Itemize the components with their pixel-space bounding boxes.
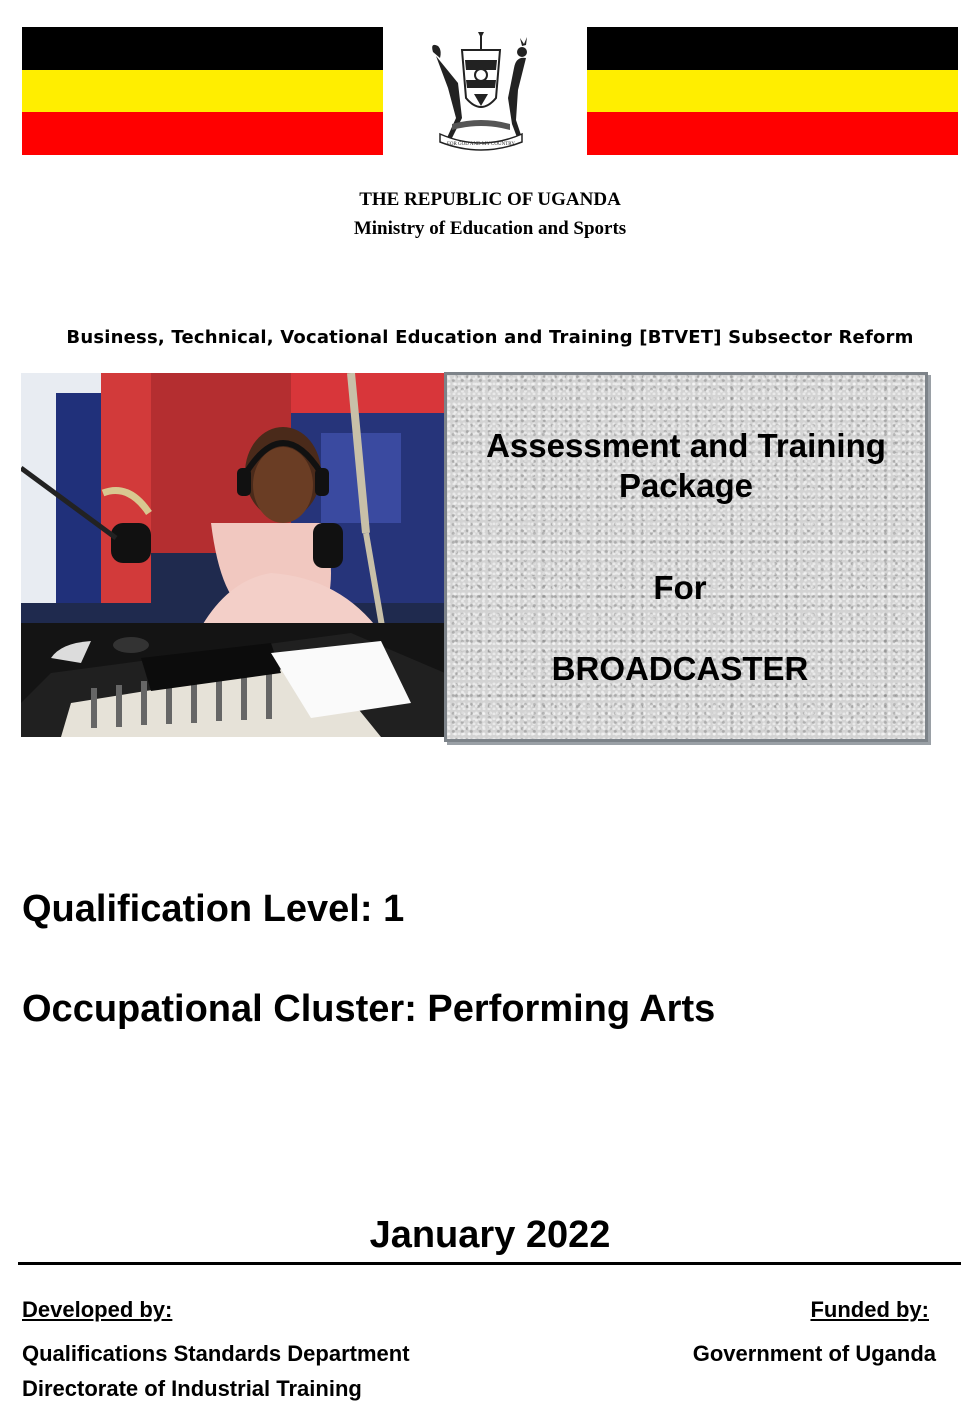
funded-by-heading: Funded by: bbox=[810, 1297, 929, 1322]
occupation-title: BROADCASTER bbox=[551, 650, 809, 687]
qualification-level: Qualification Level: 1 bbox=[22, 888, 405, 930]
footer-divider bbox=[18, 1262, 961, 1265]
flag-band-yellow bbox=[587, 70, 958, 113]
title-box bbox=[444, 372, 928, 742]
ministry-heading: Ministry of Education and Sports bbox=[353, 218, 627, 239]
uganda-flag-left bbox=[22, 27, 383, 155]
btvet-reform-line: Business, Technical, Vocational Education and Training [BTVET] Subsector Reform bbox=[66, 327, 914, 348]
flag-band-black bbox=[22, 27, 383, 70]
package-title-line-1: Assessment and Training bbox=[486, 427, 886, 464]
coat-of-arms-icon bbox=[418, 28, 544, 154]
flag-band-red bbox=[587, 112, 958, 155]
publication-date: January 2022 bbox=[369, 1214, 611, 1256]
funder-name: Government of Uganda bbox=[692, 1341, 936, 1366]
developed-by-heading: Developed by: bbox=[22, 1297, 173, 1322]
republic-heading: THE REPUBLIC OF UGANDA bbox=[359, 189, 621, 210]
flag-band-black bbox=[587, 27, 958, 70]
flag-band-red bbox=[22, 112, 383, 155]
flag-band-yellow bbox=[22, 70, 383, 113]
occupational-cluster: Occupational Cluster: Performing Arts bbox=[22, 988, 716, 1030]
coat-of-arms-motto: FOR GOD AND MY COUNTRY bbox=[447, 142, 515, 147]
developer-department: Qualifications Standards Department bbox=[22, 1341, 410, 1366]
uganda-flag-right bbox=[587, 27, 958, 155]
for-label: For bbox=[653, 569, 707, 606]
broadcaster-studio-photo bbox=[21, 373, 445, 737]
package-title-line-2: Package bbox=[619, 467, 753, 504]
developer-directorate: Directorate of Industrial Training bbox=[22, 1376, 362, 1401]
